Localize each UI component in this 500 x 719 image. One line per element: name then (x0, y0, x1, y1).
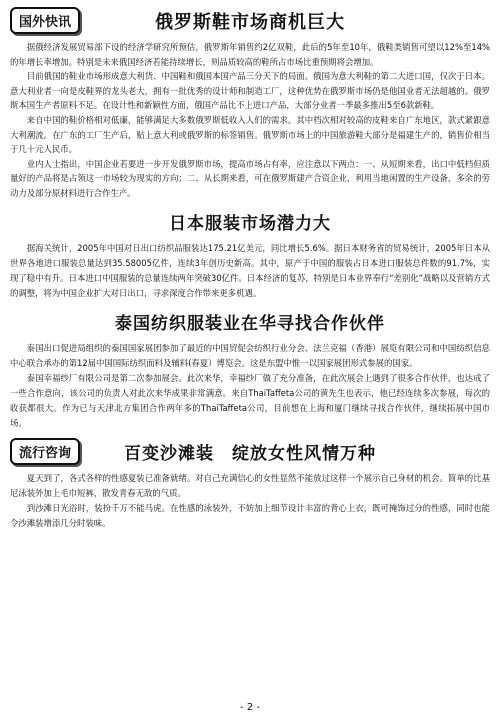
section-header (10, 207, 490, 237)
paragraph: 泰国出口促进局组织的泰国国家展团参加了最近的中国贸促会纺织行业分会、法兰克福（香港）展览有限公司和中国纺织信息中心联合承办的第12届中国国际纺织面料及辅料(春夏）博览会。这是东盟中惟一以国家展团形式参展的国家。 (10, 342, 490, 368)
section-header (10, 437, 490, 467)
section-thailand-textile (10, 307, 490, 431)
section-tag: 流行咨询 (10, 438, 80, 465)
section-title: 百变沙滩装 绽放女性风情万种 (124, 444, 376, 465)
section-title: 泰国纺织服装业在华寻找合作伙伴 (115, 314, 385, 335)
paragraph: 据俄经济发展贸易部下设的经济学研究所预估，俄罗斯年销售约2亿双鞋，此后的5年至10年，俄鞋类销售可望以12%至14%的年增长率增加。特别是未来俄国经济若能持续增长，则品质较高的鞋所占市场比重预期将会增加。 (10, 42, 490, 67)
section-title: 俄罗斯鞋市场商机巨大 (155, 12, 345, 33)
section-tag: 国外快讯 (10, 7, 80, 34)
section-header (10, 307, 490, 337)
paragraph: 夏天到了，各式各样的性感夏装已准备就绪。对自己充满信心的女性显然不能放过这样一个展示自己身材的机会。简单的比基尼泳装外加上毛巾短裤，散发青春无敌的气质。 (10, 472, 490, 498)
section-title: 日本服装市场潜力大 (169, 214, 331, 235)
section-russia-shoes (10, 6, 490, 201)
paragraph: 业内人士指出，中国企业若要进一步开发俄罗斯市场，提高市场占有率，应注意以下两点：一、从短期来看，出口中低档但质量好的产品将是占领这一市场较为现实的方向；二、从长期来看，可在俄罗斯建产合资企业，利用当地闲置的生产设备，多余的劳动力及部分原材料进行合作生产。 (10, 158, 490, 198)
section-header (10, 6, 490, 36)
paragraph: 目前俄国的鞋业市场形成意大利货、中国鞋和俄国本国产品三分天下的局面。俄国为意大利鞋的第二大进口国，仅次于日本。意大利业者一向是皮鞋界的龙头老大，拥有一批优秀的设计师和制造工厂，这种优势在俄罗斯市场仍是他国业者无法超越的。俄罗斯本国生产者原料不足。在设计性和新颖性方面，俄国产品比不上进口产品，大部分业者一季最多推出5至6款新鞋。 (10, 71, 490, 111)
section-japan-apparel (10, 207, 490, 301)
paragraph: 来自中国的鞋价格相对低廉，能够满足大多数俄罗斯低收入人们的需求。其中档次相对较高的皮鞋来自广东地区，款式紧跟意大利潮流。在广东的工厂生产后，贴上意大利或俄罗斯的标签销售。俄罗斯市场上的中国旅游鞋大部分是福建生产的，销售价相当于几十元人民币。 (10, 114, 490, 155)
section-beachwear (10, 437, 490, 531)
paragraph: 据海关统计，2005年中国对日出口纺织品服装达175.21亿美元，同比增长5.6%。据日本财务省的贸易统计，2005年日本从世界各地进口服装总量达到35.58005亿件，连续3年创历史新高。其中，原产于中国的服装占日本进口服装总件数的91.7%，实现了稳中有升。日本进口中国服装的总量连续两年突破30亿件。日本经济的复苏，特别是日本业界奉行“差别化”战略以及营销方式的调整，将为中国企业扩大对日出口，寻求深度合作带来更多机遇。 (10, 242, 490, 298)
paragraph: 到沙滩日光浴时，装扮千万不能马虎。在性感的泳装外，不妨加上细节设计丰富的背心上衣，既可掩饰过分的性感，同时也能令沙滩装增添几分时装味。 (10, 502, 490, 528)
paragraph: 泰国幸福纱厂有限公司是第二次参加展会。此次来华，幸福纱厂做了充分准备，在此次展会上遇到了很多合作伙伴，也达成了一些合作意向，该公司的负责人对此次来华成果非常满意。来自ThaiTaffeta公司的黄先生也表示，他已经连续多次参展，每次的收获都很大。作为已与天津北方集团合作两年多的ThaiTaffeta公司，目前想在上海和厦门继续寻找合作伙伴，继续拓展中国市场。 (10, 372, 490, 428)
page-number: - 2 - (240, 702, 260, 713)
